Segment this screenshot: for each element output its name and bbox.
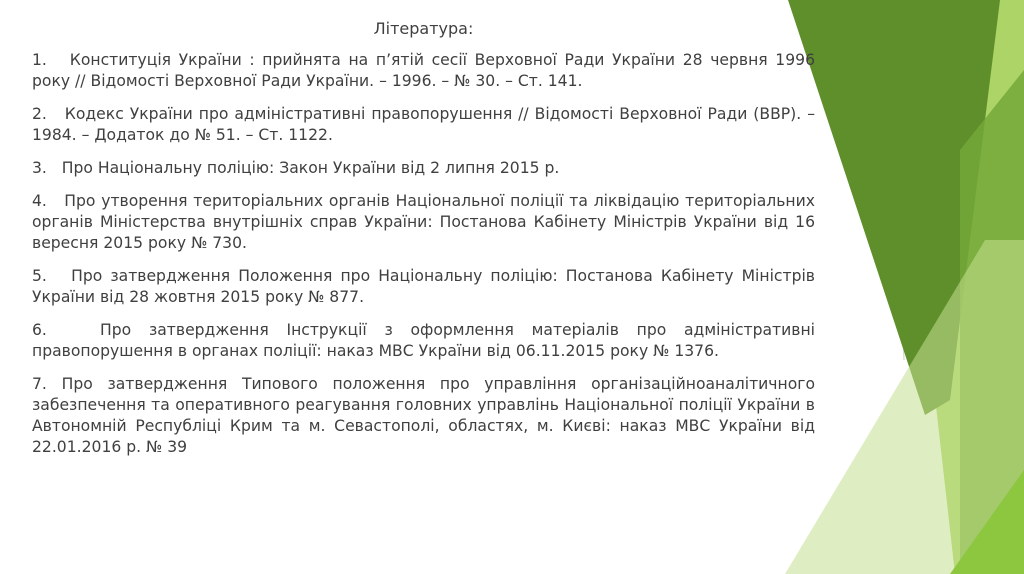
reference-item: 4. Про утворення територіальних органів Національної поліції та ліквідацію територіальних органів Міністерства внутрішніх справ України: Постанова Кабінету Міністрів України від 16 вересня 2015 року № 730. (32, 192, 815, 252)
reference-item: 6. Про затвердження Інструкції з оформлення матеріалів про адміністративні правопорушення в органах поліції: наказ МВС України від 06.11.2015 року № 1376. (32, 321, 815, 360)
slide-heading: Література: (373, 19, 474, 38)
reference-item: 5. Про затвердження Положення про Національну поліцію: Постанова Кабінету Міністрів України від 28 жовтня 2015 року № 877. (32, 267, 815, 306)
reference-item: 2. Кодекс України про адміністративні правопорушення // Відомості Верховної Ради (ВВР). – 1984. – Додаток до № 51. – Ст. 1122. (32, 105, 815, 144)
reference-list (32, 50, 815, 458)
reference-item: 3. Про Національну поліцію: Закон України від 2 липня 2015 р. (32, 159, 560, 177)
reference-item: 7. Про затвердження Типового положення про управління організаційноаналітичного забезпечення та оперативного реагування головних управлінь Національної поліції України в Автономній Республіці Крим та м. Севастополі, областях, м. Києві: наказ МВС України від 22.01.2016 р. № 39 (32, 375, 815, 456)
slide-content (32, 18, 815, 470)
reference-item: 1. Конституція України : прийнята на п’ятій сесії Верховної Ради України 28 червня 1996 року // Відомості Верховної Ради України. – 1996. – № 30. – Ст. 141. (32, 51, 815, 90)
